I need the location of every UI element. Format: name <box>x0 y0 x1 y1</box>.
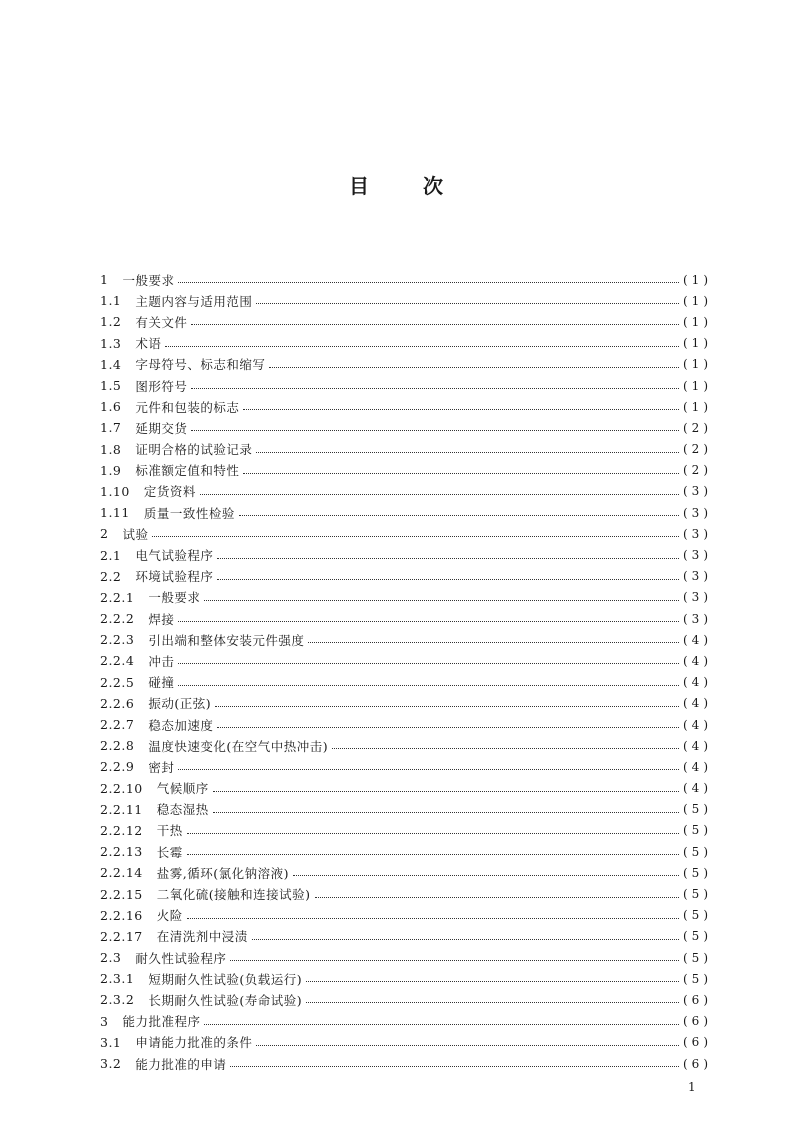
toc-entry <box>100 1011 712 1032</box>
toc-entry-page: (1) <box>683 399 712 414</box>
toc-entry-page: (2) <box>683 442 712 457</box>
toc-entry <box>100 989 712 1010</box>
toc-entry-page: (3) <box>683 548 712 563</box>
toc-entry-number: 2.2.3 <box>100 632 135 648</box>
toc-entry-page: (1) <box>683 357 712 372</box>
toc-entry-label: 干热 <box>156 823 183 839</box>
toc-entry <box>100 1053 712 1074</box>
toc-entry-number: 1.7 <box>100 420 122 436</box>
toc-entry <box>100 650 712 671</box>
toc-entry <box>100 269 712 290</box>
toc-entry-number: 2.2.7 <box>100 717 135 733</box>
toc-entry-number: 2.2.13 <box>100 844 143 860</box>
toc-entry-label: 图形符号 <box>135 378 188 394</box>
toc-entry-page: (1) <box>683 378 712 393</box>
toc-entry-label: 冲击 <box>148 653 175 669</box>
toc-entry-number: 2.3 <box>100 950 122 966</box>
toc-entry-number: 1.3 <box>100 335 122 351</box>
toc-entry-page: (5) <box>683 823 712 838</box>
toc-entry <box>100 375 712 396</box>
toc-entry-page: (2) <box>683 463 712 478</box>
toc-entry-label: 在清洗剂中浸渍 <box>156 929 248 945</box>
toc-entry-page: (5) <box>683 950 712 965</box>
toc-entry <box>100 608 712 629</box>
toc-entry-label: 延期交货 <box>135 420 188 436</box>
toc-entry-label: 稳态加速度 <box>148 717 214 733</box>
toc-entry-page: (4) <box>683 738 712 753</box>
toc-entry-page: (1) <box>683 314 712 329</box>
title-char-2: 次 <box>423 174 445 198</box>
toc-entry <box>100 926 712 947</box>
toc-entry-page: (4) <box>683 759 712 774</box>
toc-entry-number: 1.11 <box>100 505 130 521</box>
toc-entry-number: 2.2.8 <box>100 738 135 754</box>
dot-leader <box>293 875 679 876</box>
dot-leader <box>191 388 679 389</box>
dot-leader <box>178 282 679 283</box>
dot-leader <box>178 685 679 686</box>
dot-leader <box>308 642 679 643</box>
toc-entry-label: 火险 <box>156 908 183 924</box>
dot-leader <box>213 791 679 792</box>
toc-entry-number: 3.1 <box>100 1034 122 1050</box>
page-number: 1 <box>688 1080 696 1094</box>
toc-entry-label: 一般要求 <box>122 272 175 288</box>
toc-entry <box>100 460 712 481</box>
dot-leader <box>187 833 679 834</box>
dot-leader <box>152 536 679 537</box>
toc-entry <box>100 778 712 799</box>
toc-entry-page: (1) <box>683 272 712 287</box>
toc-entry-page: (4) <box>683 653 712 668</box>
toc-entry-number: 2.2.6 <box>100 695 135 711</box>
toc-entry-page: (5) <box>683 908 712 923</box>
dot-leader <box>230 1066 679 1067</box>
toc-entry-page: (6) <box>683 1056 712 1071</box>
toc-entry-number: 2.2.2 <box>100 611 135 627</box>
toc-entry-page: (1) <box>683 336 712 351</box>
toc-entry-number: 2.1 <box>100 547 122 563</box>
toc-entry-number: 1.6 <box>100 399 122 415</box>
toc-entry-page: (6) <box>683 1035 712 1050</box>
dot-leader <box>187 918 679 919</box>
dot-leader <box>204 600 679 601</box>
toc-entry <box>100 905 712 926</box>
toc-entry-label: 能力批准的申请 <box>135 1056 227 1072</box>
toc-entry-number: 2.2.5 <box>100 674 135 690</box>
toc-entry-number: 1.2 <box>100 314 122 330</box>
toc-entry <box>100 862 712 883</box>
toc-entry <box>100 439 712 460</box>
toc-entry-label: 气候顺序 <box>156 781 209 797</box>
toc-entry <box>100 396 712 417</box>
title-char-1: 目 <box>349 174 371 198</box>
toc-entry <box>100 566 712 587</box>
dot-leader <box>239 515 679 516</box>
toc-entry-number: 1.9 <box>100 462 122 478</box>
toc-entry-page: (6) <box>683 992 712 1007</box>
toc-entry-page: (2) <box>683 420 712 435</box>
dot-leader <box>178 769 679 770</box>
dot-leader <box>269 367 679 368</box>
toc-entry-number: 2.3.2 <box>100 992 135 1008</box>
toc-entry <box>100 354 712 375</box>
toc-entry-page: (3) <box>683 569 712 584</box>
toc-entry-page: (5) <box>683 929 712 944</box>
toc-entry <box>100 523 712 544</box>
toc-entry-label: 定货资料 <box>143 484 196 500</box>
dot-leader <box>204 1024 679 1025</box>
toc-entry <box>100 693 712 714</box>
toc-entry-number: 2.2.17 <box>100 928 143 944</box>
toc-entry-page: (5) <box>683 802 712 817</box>
toc-entry-number: 3 <box>100 1013 109 1029</box>
dot-leader <box>191 324 679 325</box>
toc-entry-label: 证明合格的试验记录 <box>135 442 253 458</box>
dot-leader <box>306 981 679 982</box>
dot-leader <box>187 854 679 855</box>
table-of-contents <box>100 269 712 1074</box>
toc-entry-page: (5) <box>683 865 712 880</box>
toc-entry-label: 环境试验程序 <box>135 569 214 585</box>
toc-entry-number: 2.2.16 <box>100 907 143 923</box>
toc-entry <box>100 502 712 523</box>
toc-entry-number: 1.8 <box>100 441 122 457</box>
toc-entry <box>100 290 712 311</box>
dot-leader <box>217 558 679 559</box>
toc-entry-page: (6) <box>683 1014 712 1029</box>
toc-entry-page: (3) <box>683 505 712 520</box>
dot-leader <box>217 727 679 728</box>
toc-entry-number: 2 <box>100 526 109 542</box>
toc-entry-page: (5) <box>683 844 712 859</box>
dot-leader <box>178 621 679 622</box>
toc-entry <box>100 672 712 693</box>
toc-entry-label: 有关文件 <box>135 314 188 330</box>
toc-entry-label: 耐久性试验程序 <box>135 950 227 966</box>
toc-entry-number: 1.10 <box>100 483 130 499</box>
toc-entry-label: 试验 <box>122 526 149 542</box>
toc-entry-label: 焊接 <box>148 611 175 627</box>
dot-leader <box>215 706 679 707</box>
dot-leader <box>230 960 679 961</box>
toc-entry-page: (4) <box>683 696 712 711</box>
toc-entry-number: 2.2.1 <box>100 589 135 605</box>
toc-entry-label: 碰撞 <box>148 675 175 691</box>
dot-leader <box>165 346 679 347</box>
dot-leader <box>243 473 679 474</box>
toc-entry-page: (5) <box>683 971 712 986</box>
toc-entry <box>100 947 712 968</box>
toc-entry-number: 3.2 <box>100 1056 122 1072</box>
toc-entry-page: (4) <box>683 632 712 647</box>
toc-entry-page: (3) <box>683 526 712 541</box>
toc-entry-label: 术语 <box>135 336 162 352</box>
toc-entry-label: 稳态湿热 <box>156 802 209 818</box>
toc-entry-number: 1.4 <box>100 356 122 372</box>
toc-entry-number: 1.5 <box>100 378 122 394</box>
toc-entry-number: 1 <box>100 272 109 288</box>
dot-leader <box>252 939 679 940</box>
toc-entry <box>100 333 712 354</box>
toc-entry-page: (5) <box>683 887 712 902</box>
toc-entry <box>100 756 712 777</box>
toc-entry-label: 申请能力批准的条件 <box>135 1035 253 1051</box>
toc-entry-label: 长霉 <box>156 844 183 860</box>
toc-entry-page: (4) <box>683 675 712 690</box>
toc-entry-page: (1) <box>683 293 712 308</box>
dot-leader <box>256 303 679 304</box>
toc-entry-number: 2.2.11 <box>100 801 143 817</box>
toc-entry-number: 2.2.15 <box>100 886 143 902</box>
toc-entry <box>100 587 712 608</box>
toc-entry-number: 2.2.4 <box>100 653 135 669</box>
toc-entry-page: (3) <box>683 611 712 626</box>
toc-entry-number: 2.2.9 <box>100 759 135 775</box>
toc-entry-page: (4) <box>683 781 712 796</box>
toc-entry <box>100 820 712 841</box>
dot-leader <box>217 579 679 580</box>
dot-leader <box>178 663 679 664</box>
toc-entry-label: 字母符号、标志和缩写 <box>135 357 266 373</box>
toc-entry-page: (3) <box>683 590 712 605</box>
toc-entry-label: 密封 <box>148 759 175 775</box>
toc-entry <box>100 481 712 502</box>
dot-leader <box>332 748 679 749</box>
toc-entry-number: 2.2.14 <box>100 865 143 881</box>
toc-entry <box>100 417 712 438</box>
toc-entry <box>100 1032 712 1053</box>
toc-entry-page: (3) <box>683 484 712 499</box>
toc-entry <box>100 735 712 756</box>
toc-entry <box>100 883 712 904</box>
dot-leader <box>243 409 679 410</box>
dot-leader <box>213 812 679 813</box>
toc-entry <box>100 968 712 989</box>
toc-entry-number: 1.1 <box>100 293 122 309</box>
toc-entry-label: 长期耐久性试验(寿命试验) <box>148 992 303 1008</box>
toc-entry-label: 主题内容与适用范围 <box>135 293 253 309</box>
dot-leader <box>200 494 679 495</box>
toc-entry-label: 振动(正弦) <box>148 696 212 712</box>
toc-entry <box>100 544 712 565</box>
toc-entry-label: 标准额定值和特性 <box>135 463 240 479</box>
toc-entry-number: 2.2.10 <box>100 780 143 796</box>
toc-entry-label: 能力批准程序 <box>122 1014 201 1030</box>
toc-entry <box>100 799 712 820</box>
dot-leader <box>315 897 679 898</box>
toc-entry-number: 2.2.12 <box>100 822 143 838</box>
toc-entry-label: 盐雾,循环(氯化钠溶液) <box>156 865 289 881</box>
dot-leader <box>191 430 679 431</box>
toc-entry-label: 温度快速变化(在空气中热冲击) <box>148 738 329 754</box>
toc-entry-label: 电气试验程序 <box>135 548 214 564</box>
toc-entry <box>100 629 712 650</box>
toc-entry-page: (4) <box>683 717 712 732</box>
dot-leader <box>306 1002 679 1003</box>
toc-entry <box>100 311 712 332</box>
toc-entry-label: 短期耐久性试验(负载运行) <box>148 971 303 987</box>
toc-entry <box>100 841 712 862</box>
toc-entry-label: 一般要求 <box>148 590 201 606</box>
dot-leader <box>256 1045 679 1046</box>
toc-entry-label: 引出端和整体安装元件强度 <box>148 632 305 648</box>
toc-entry-label: 元件和包装的标志 <box>135 399 240 415</box>
toc-entry-label: 二氧化硫(接触和连接试验) <box>156 887 311 903</box>
toc-entry-label: 质量一致性检验 <box>143 505 235 521</box>
dot-leader <box>256 452 679 453</box>
toc-entry <box>100 714 712 735</box>
page-title <box>0 170 794 199</box>
toc-entry-number: 2.3.1 <box>100 971 135 987</box>
toc-entry-number: 2.2 <box>100 568 122 584</box>
